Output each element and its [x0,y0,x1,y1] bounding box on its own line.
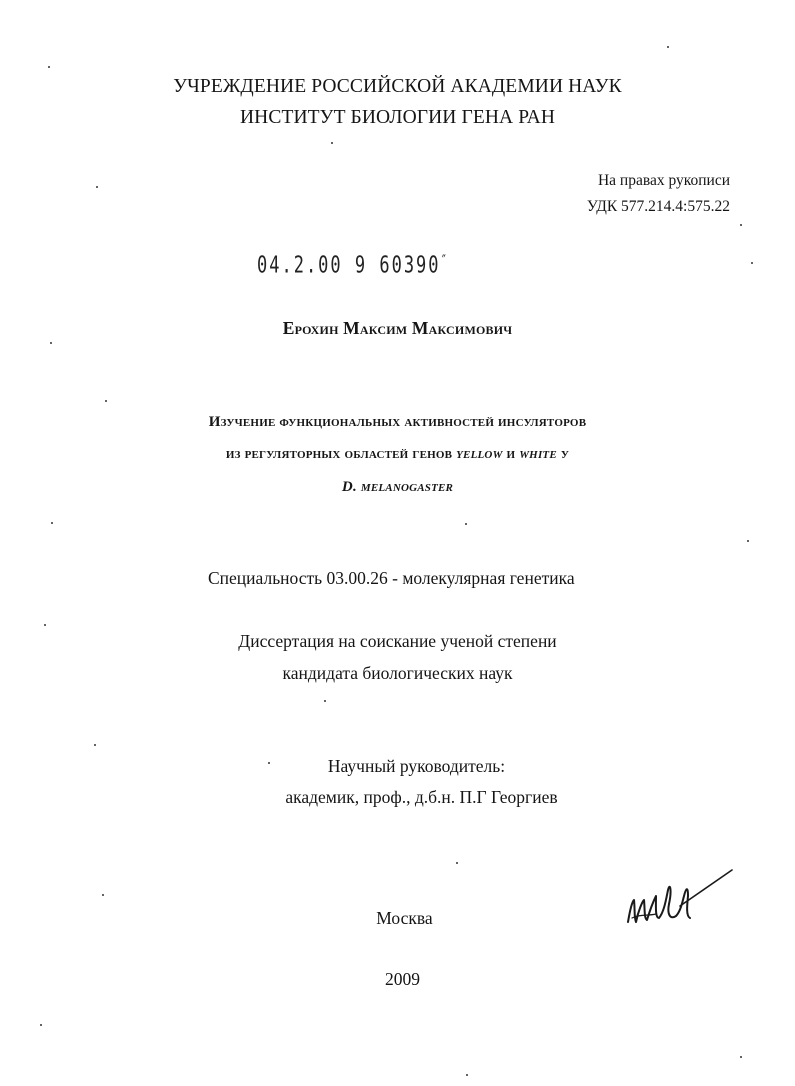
scan-speck [40,1024,42,1026]
scan-speck [268,762,270,764]
thesis-title-line-2 [0,446,795,463]
scan-speck [94,744,96,746]
scan-speck [102,894,104,896]
title-line-2-mid: и [502,446,520,462]
scan-speck [456,862,458,864]
institution-line-1: УЧРЕЖДЕНИЕ РОССИЙСКОЙ АКАДЕМИИ НАУК [173,76,622,97]
scan-speck [105,400,107,402]
scan-speck [324,700,326,702]
gene-yellow: yellow [456,446,503,462]
scan-speck [96,186,98,188]
scan-speck [747,540,749,542]
scan-speck [667,46,669,48]
city: Москва [376,908,433,928]
handwritten-signature [620,860,740,940]
registration-stamp: 04.2.00 9 60390″ [257,252,450,279]
year: 2009 [385,969,420,989]
scan-speck [465,523,467,525]
scan-speck [51,522,53,524]
scan-speck [466,1074,468,1076]
degree-line-1: Диссертация на соискание ученой степени [238,631,557,651]
manuscript-rights-note: На правах рукописи [597,172,730,189]
author-name: Ерохин Максим Максимович [282,318,513,338]
scan-speck [740,224,742,226]
scan-speck [331,142,333,144]
scan-speck [751,262,753,264]
gene-white: white [519,446,557,462]
stamp-number: 04.2.00 9 60390 [257,252,441,279]
title-line-2-prefix: из регуляторных областей генов [225,446,457,462]
title-line-2-suffix: у [556,446,570,462]
scan-speck [740,1056,742,1058]
institution-line-2: ИНСТИТУТ БИОЛОГИИ ГЕНА РАН [239,107,556,128]
scan-speck [44,624,46,626]
thesis-title-line-3 [0,479,795,496]
supervisor-label: Научный руководитель: [327,756,506,776]
scan-speck [50,342,52,344]
specialty: Специальность 03.00.26 - молекулярная генетика [208,568,575,588]
species-name: D. melanogaster [341,479,454,495]
supervisor-name: академик, проф., д.б.н. П.Г Георгиев [285,787,558,807]
degree-line-2: кандидата биологических наук [282,663,513,683]
udk-code: УДК 577.214.4:575.22 [586,198,730,215]
scan-speck [48,66,50,68]
thesis-title-line-1: Изучение функциональных активностей инсуляторов [208,414,587,430]
